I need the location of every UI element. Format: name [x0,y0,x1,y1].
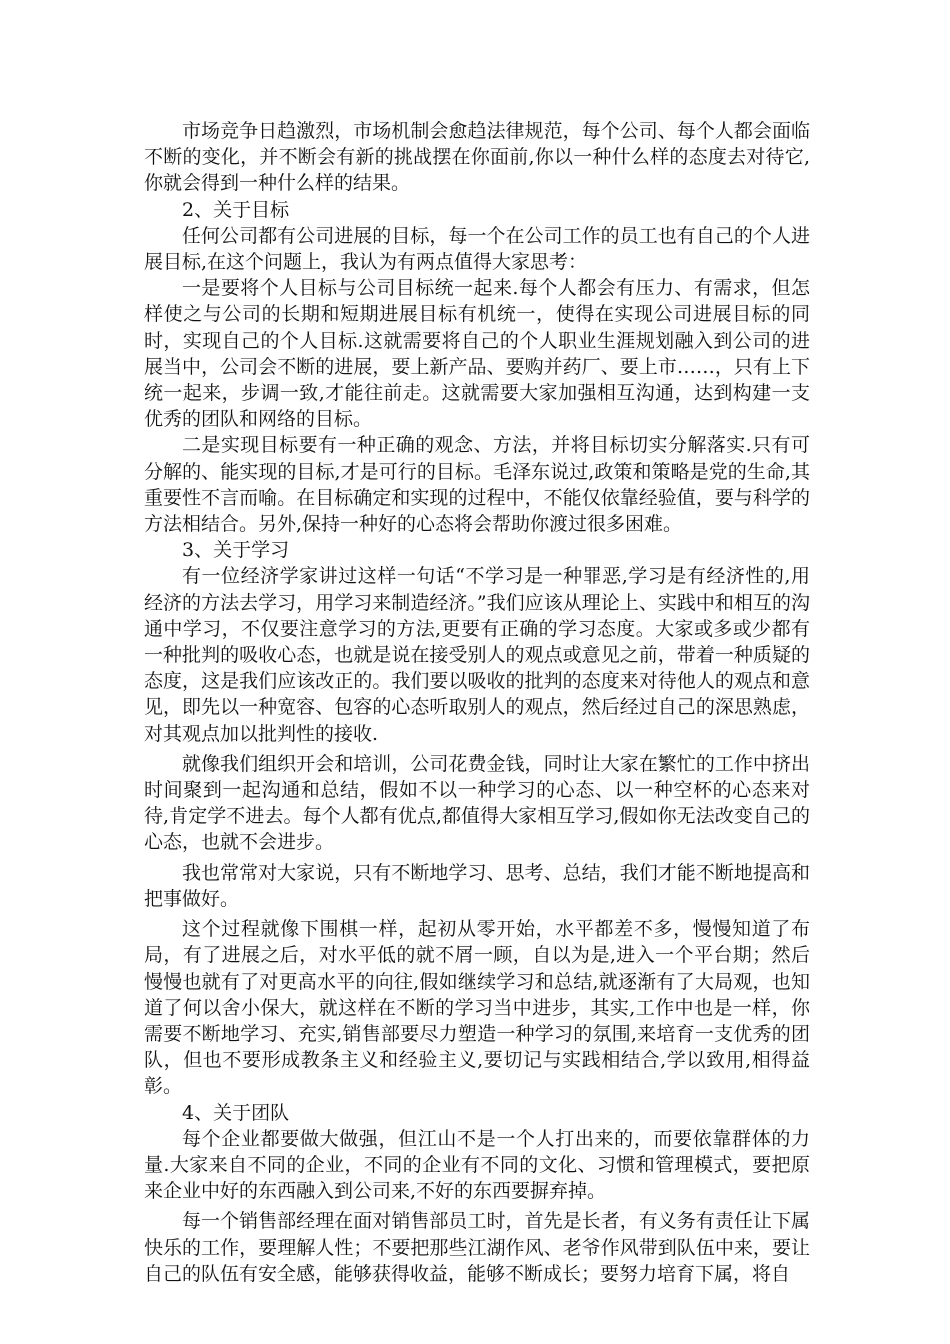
paragraph-goals-point-one: 一是要将个人目标与公司目标统一起来.每个人都会有压力、有需求，但怎样使之与公司的长期和短期进展目标有机统一，使得在实现公司进展目标的同时，实现自己的个人目标.这就需要将自己的个人职业生涯规划融入到公司的进展当中，公司会不断的进展，要上新产品、要购并药厂、要上市……，只有上下统一起来，步调一致,才能往前走。这就需要大家加强相互沟通，达到构建一支优秀的团队和网络的目标。 [144,277,810,431]
paragraph-learning-quote: 有一位经济学家讲过这样一句话“不学习是一种罪恶,学习是有经济性的,用经济的方法去学习，用学习来制造经济。”我们应该从理论上、实践中和相互的沟通中学习，不仅要注意学习的方法,更要有正确的学习态度。大家或多或少都有一种批判的吸收心态，也就是说在接受别人的观点或意见之前，带着一种质疑的态度，这是我们应该改正的。我们要以吸收的批判的态度来对待他人的观点和意见，即先以一种宽容、包容的心态听取别人的观点，然后经过自己的深思熟虑，对其观点加以批判性的接收. [144,565,810,745]
paragraph-team-managers: 每一个销售部经理在面对销售部员工时，首先是长者，有义务有责任让下属快乐的工作，要理解人性；不要把那些江湖作风、老爷作风带到队伍中来，要让自己的队伍有安全感，能够获得收益，能够不断成长；要努力培育下属，将自 [144,1210,810,1285]
paragraph-learning-reflection: 我也常常对大家说，只有不断地学习、思考、总结，我们才能不断地提高和把事做好。 [144,861,810,910]
paragraph-intro: 市场竞争日趋激烈，市场机制会愈趋法律规范，每个公司、每个人都会面临不断的变化，并不断会有新的挑战摆在你面前,你以一种什么样的态度去对待它,你就会得到一种什么样的结果。 [144,120,810,195]
document-body [144,118,810,1287]
section-heading-learning: 3、关于学习 [182,539,290,562]
paragraph-goals-point-two: 二是实现目标要有一种正确的观念、方法，并将目标切实分解落实.只有可分解的、能实现的目标,才是可行的目标。毛泽东说过,政策和策略是党的生命,其重要性不言而喻。在目标确定和实现的过程中，不能仅依靠经验值，要与科学的方法相结合。另外,保持一种好的心态将会帮助你渡过很多困难。 [144,434,810,536]
paragraph-team-intro: 每个企业都要做大做强，但江山不是一个人打出来的，而要依靠群体的力量.大家来自不同的企业，不同的企业有不同的文化、习惯和管理模式，要把原来企业中好的东西融入到公司来,不好的东西要摒弃掉。 [144,1127,810,1203]
section-heading-team: 4、关于团队 [182,1101,290,1124]
paragraph-learning-weiqi: 这个过程就像下围棋一样，起初从零开始，水平都差不多，慢慢知道了布局，有了进展之后，对水平低的就不屑一顾，自以为是,进入一个平台期；然后慢慢也就有了对更高水平的向往,假如继续学习和总结,就逐渐有了大局观，也知道了何以舍小保大，就这样在不断的学习当中进步，其实,工作中也是一样，你需要不断地学习、充实,销售部要尽力塑造一种学习的氛围,来培育一支优秀的团队，但也不要形成教条主义和经验主义,要切记与实践相结合,学以致用,相得益彰。 [144,918,810,1098]
section-heading-goals: 2、关于目标 [182,198,290,221]
paragraph-goals-intro: 任何公司都有公司进展的目标，每一个在公司工作的员工也有自己的个人进展目标,在这个问题上，我认为有两点值得大家思考： [144,224,810,274]
paragraph-learning-training: 就像我们组织开会和培训，公司花费金钱，同时让大家在繁忙的工作中挤出时间聚到一起沟通和总结，假如不以一种学习的心态、以一种空杯的心态来对待,肯定学不进去。每个人都有优点,都值得大家相互学习,假如你无法改变自己的心态，也就不会进步。 [144,752,810,854]
